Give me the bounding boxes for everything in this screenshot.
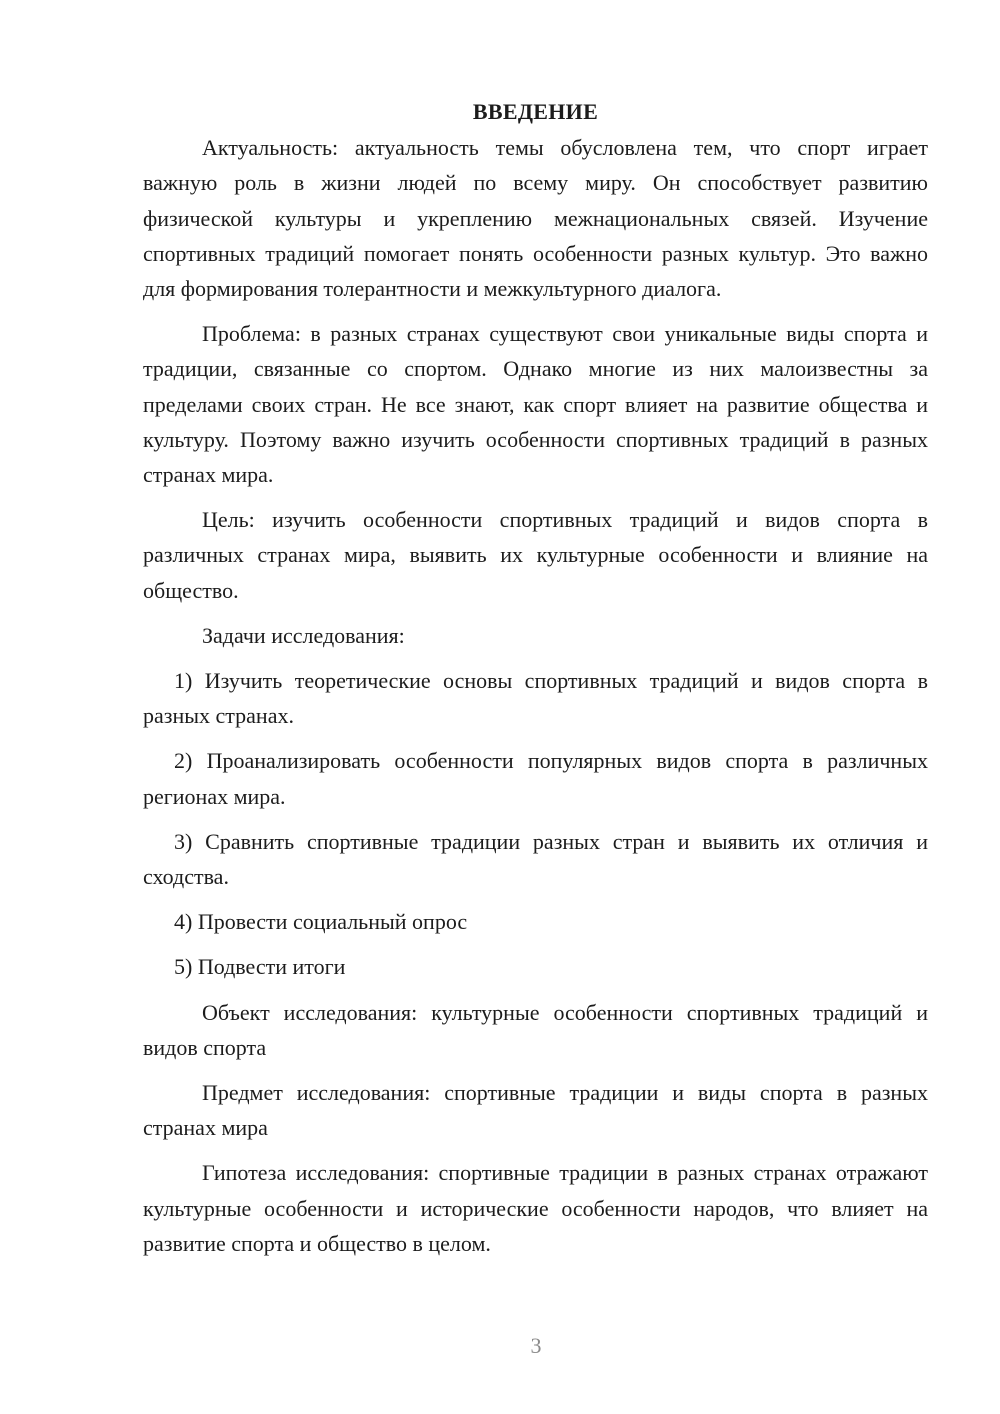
subject-paragraph: Предмет исследования: спортивные традиции и виды спорта в разных странах мира	[143, 1080, 928, 1141]
tasks-list	[143, 663, 928, 985]
page-number: 3	[530, 1333, 542, 1358]
object-paragraph: Объект исследования: культурные особенности спортивных традиций и видов спорта	[143, 999, 928, 1060]
tasks-heading: Задачи исследования:	[202, 622, 405, 648]
page-content	[143, 94, 928, 1271]
task-item: 1) Изучить теоретические основы спортивных традиций и видов спорта в разных странах.	[143, 668, 928, 729]
hypothesis-paragraph: Гипотеза исследования: спортивные традиции в разных странах отражают культурные особенности и исторические особенности народов, что влияет на развитие спорта и общество в целом.	[143, 1160, 928, 1256]
task-item: 2) Проанализировать особенности популярных видов спорта в различных регионах мира.	[143, 748, 928, 809]
goal-paragraph: Цель: изучить особенности спортивных традиций и видов спорта в различных странах мира, выявить их культурные особенности и влияние на общество.	[143, 507, 928, 603]
section-title: ВВЕДЕНИЕ	[472, 99, 599, 124]
task-item: 4) Провести социальный опрос	[174, 909, 468, 935]
relevance-paragraph: Актуальность: актуальность темы обусловлена тем, что спорт играет важную роль в жизни людей по всему миру. Он способствует развитию физической культуры и укреплению межнациональных связей. Изучение спортивных традиций помогает понять особенности разных культур. Это важно для формирования толерантности и межкультурного диалога.	[143, 135, 928, 302]
task-item: 5) Подвести итоги	[174, 954, 346, 980]
task-item: 3) Сравнить спортивные традиции разных стран и выявить их отличия и сходства.	[143, 828, 928, 890]
problem-paragraph: Проблема: в разных странах существуют свои уникальные виды спорта и традиции, связанные со спортом. Однако многие из них малоизвестны за пределами своих стран. Не все знают, как спорт влияет на развитие общества и культуру. Поэтому важно изучить особенности спортивных традиций в разных странах мира.	[143, 321, 928, 488]
